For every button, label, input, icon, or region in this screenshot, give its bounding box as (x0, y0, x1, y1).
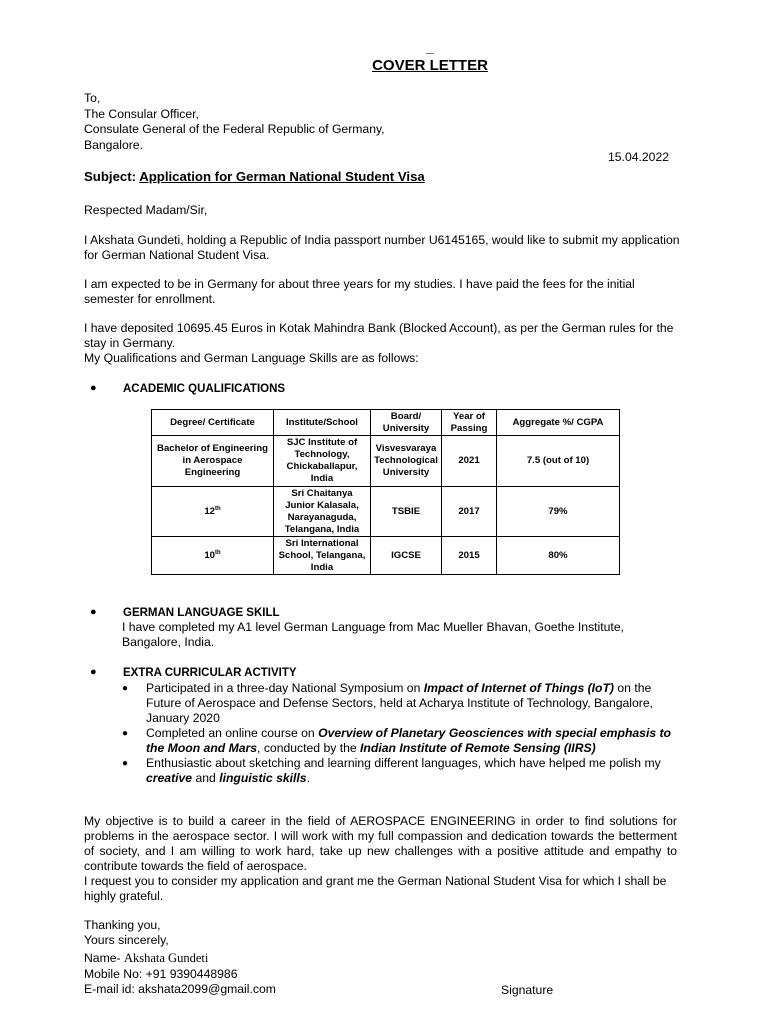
table-row (152, 487, 620, 537)
header-dash: _ (426, 39, 434, 55)
column-header: Aggregate %/ CGPA (497, 410, 620, 436)
cell-board: IGCSE (371, 537, 442, 575)
thanks-line: Thanking you, (84, 918, 161, 932)
academic-table (151, 409, 620, 575)
table-row (152, 537, 620, 575)
item-text: . (306, 771, 310, 785)
item-text: Completed an online course on (146, 726, 319, 740)
degree-suffix: th (215, 549, 221, 556)
paragraph-deposit: I have deposited 10695.45 Euros in Kotak Mahindra Bank (Blocked Account), as per the German rules for the stay in Germany. (84, 321, 674, 350)
recipient-line: The Consular Officer, (84, 106, 199, 121)
recipient-line: Consulate General of the Federal Republic of Germany, (84, 122, 385, 136)
name-label: Name- (84, 951, 124, 965)
page-title: COVER LETTER (372, 57, 488, 74)
degree-suffix: th (215, 505, 221, 512)
bullet-icon: ● (90, 606, 97, 618)
item-text: Participated in a three-day National Symposium on (146, 681, 424, 695)
item-text: Enthusiastic about sketching and learning different languages, which have helped me polish my (146, 756, 661, 770)
list-item (122, 681, 682, 726)
column-header: Degree/ Certificate (152, 410, 274, 436)
item-text: and (192, 771, 220, 785)
cell-institute: SJC Institute of Technology, Chickaballapur, India (274, 436, 371, 487)
cell-aggregate: 79% (497, 487, 620, 537)
objective-paragraph: My objective is to build a career in the field of AEROSPACE ENGINEERING in order to find solutions for problems in the aerospace sector. I will work with my full compassion and dedication towards the betterment of society, and I am willing to work hard, take up new challenges with a positive attitude and empathy to contribute towards the field of aerospace. (84, 814, 677, 873)
name-value: Akshata Gundeti (123, 951, 209, 965)
column-header: Institute/School (274, 410, 371, 436)
subject-text: Application for German National Student Visa (139, 169, 425, 184)
cell-degree (152, 487, 274, 537)
item-emphasis: creative (146, 771, 193, 785)
paragraph-stay: I am expected to be in Germany for about three years for my studies. I have paid the fees for the initial semester for enrollment. (84, 277, 635, 306)
german-heading: GERMAN LANGUAGE SKILL (123, 607, 280, 619)
bullet-icon: ● (90, 382, 97, 394)
salutation: Respected Madam/Sir, (84, 203, 208, 217)
cell-degree: Bachelor of Engineering in Aerospace Engineering (152, 436, 274, 487)
item-text: , conducted by the (257, 741, 361, 755)
item-emphasis: Overview of Planetary Geosciences with special emphasis to the Moon and Mars (146, 726, 672, 755)
list-item (122, 726, 682, 756)
signature-label: Signature (501, 983, 554, 997)
item-text: on the Future of Aerospace and Defense Sectors, held at Acharya Institute of Technology, Bangalore, January 2020 (146, 681, 653, 725)
bullet-icon: ● (122, 758, 129, 769)
cell-year: 2017 (442, 487, 497, 537)
subject-line (84, 169, 425, 184)
cell-institute: Sri International School, Telangana, India (274, 537, 371, 575)
item-emphasis: Impact of Internet of Things (IoT) (423, 681, 614, 695)
cell-aggregate: 7.5 (out of 10) (497, 436, 620, 487)
german-text: I have completed my A1 level German Language from Mac Mueller Bhavan, Goethe Institute, Bangalore, India. (122, 620, 624, 649)
item-emphasis: linguistic skills (219, 771, 307, 785)
academic-heading: ACADEMIC QUALIFICATIONS (123, 383, 286, 395)
recipient-line: Bangalore. (84, 137, 143, 152)
cell-year: 2015 (442, 537, 497, 575)
paragraph-passport: I Akshata Gundeti, holding a Republic of India passport number U6145165, would like to submit my application for German National Student Visa. (84, 233, 680, 262)
cell-degree (152, 537, 274, 575)
table-header-row (152, 410, 620, 436)
bullet-icon: ● (122, 683, 129, 694)
degree-number: 10 (204, 549, 215, 561)
name-line (84, 951, 680, 966)
email-line: E-mail id: akshata2099@gmail.com (84, 982, 276, 996)
cell-aggregate: 80% (497, 537, 620, 575)
cell-institute: Sri Chaitanya Junior Kalasala, Narayanaguda, Telangana, India (274, 487, 371, 537)
bullet-icon: ● (90, 666, 97, 678)
letter-date: 15.04.2022 (608, 150, 669, 164)
cell-year: 2021 (442, 436, 497, 487)
extra-list (122, 681, 682, 786)
paragraph-qualifications-intro: My Qualifications and German Language Skills are as follows: (84, 351, 419, 365)
mobile-line: Mobile No: +91 9390448986 (84, 967, 238, 981)
sincerely-line: Yours sincerely, (84, 933, 169, 947)
subject-label: Subject: (84, 169, 137, 184)
column-header: Board/ University (371, 410, 442, 436)
recipient-line: To, (84, 91, 101, 105)
list-item (122, 756, 682, 786)
cell-board: TSBIE (371, 487, 442, 537)
bullet-icon: ● (122, 728, 129, 739)
table-row (152, 436, 620, 487)
degree-number: 12 (204, 505, 215, 517)
request-paragraph: I request you to consider my application and grant me the German National Student Visa for which I shall be highly grateful. (84, 874, 667, 903)
cell-board: Visvesvaraya Technological University (371, 436, 442, 487)
recipient-block (84, 91, 385, 153)
column-header: Year of Passing (442, 410, 497, 436)
extra-heading: EXTRA CURRICULAR ACTIVITY (123, 667, 297, 679)
item-emphasis: Indian Institute of Remote Sensing (IIRS) (360, 741, 596, 755)
